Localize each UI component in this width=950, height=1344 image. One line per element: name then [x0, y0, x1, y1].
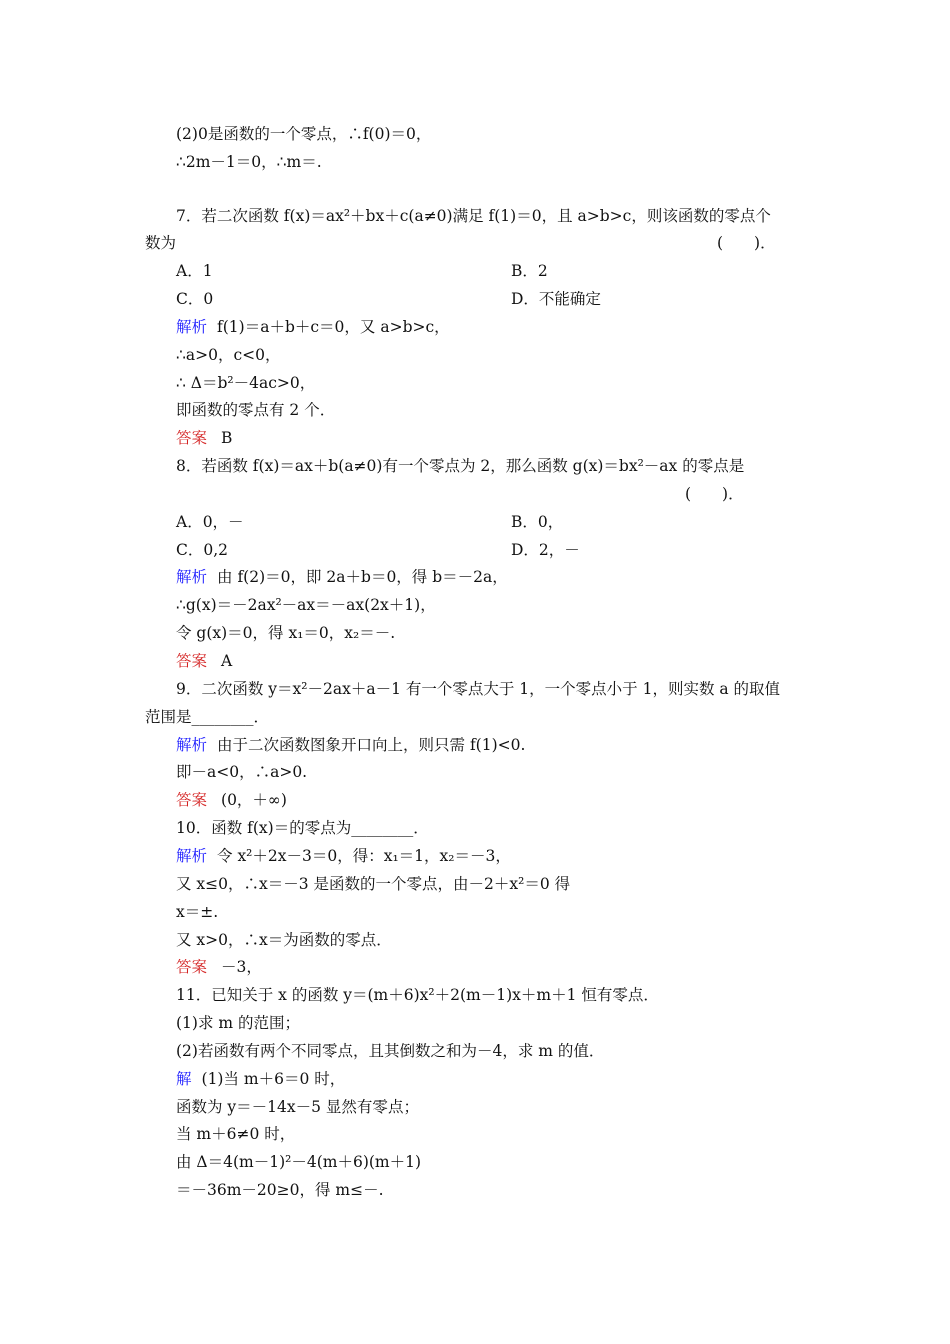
solution-label: 解析	[176, 847, 208, 865]
line-text: 由于二次函数图象开口向上，则只需 f(1)<0.	[217, 736, 526, 754]
line-text: 范围是________．	[145, 708, 270, 726]
answer-label: 答案	[176, 429, 208, 447]
line-text: 10．函数 f(x)＝的零点为________．	[176, 819, 429, 837]
line-text: 当 m＋6≠0 时，	[176, 1125, 296, 1143]
choice-option: D．2，－	[511, 541, 580, 559]
solution-line	[176, 735, 525, 755]
line-text: 又 x>0，∴x＝为函数的零点．	[176, 931, 392, 949]
line-text: 9．二次函数 y＝x²－2ax＋a－1 有一个零点大于 1，一个零点小于 1，则实数 a 的取值	[176, 680, 781, 698]
line-text: 由 f(2)＝0，即 2a＋b＝0，得 b＝－2a，	[217, 568, 508, 586]
line-text: (1)求 m 的范围；	[176, 1014, 301, 1032]
line-text: 即－a<0，∴a>0.	[176, 763, 308, 781]
solution-line	[176, 846, 511, 866]
choice-option: C．0	[176, 290, 214, 308]
line-text: 令 g(x)＝0，得 x₁＝0，x₂＝－.	[176, 624, 396, 642]
solution-label: 解	[176, 1070, 192, 1088]
line-text: A	[221, 652, 233, 670]
solution-line	[176, 317, 450, 337]
answer-blank-paren: ( )．	[685, 485, 744, 503]
answer-label: 答案	[176, 652, 208, 670]
line-text: 由 Δ＝4(m－1)²－4(m＋6)(m＋1)	[176, 1153, 422, 1171]
answer-label: 答案	[176, 958, 208, 976]
line-text: 又 x≤0，∴x＝－3 是函数的一个零点，由－2＋x²＝0 得	[176, 875, 571, 893]
choice-option: D．不能确定	[511, 290, 601, 308]
line-text: ∴g(x)＝－2ax²－ax＝－ax(2x＋1)，	[176, 596, 436, 614]
answer-line	[176, 651, 232, 671]
line-text: x＝±.	[176, 903, 219, 921]
line-text: ＝－36m－20≥0，得 m≤－.	[176, 1181, 384, 1199]
line-text: (2)0是函数的一个零点，∴f(0)＝0，	[176, 125, 432, 143]
line-text: 7．若二次函数 f(x)＝ax²＋bx＋c(a≠0)满足 f(1)＝0，且 a>b>c，则该函数的零点个	[176, 207, 771, 225]
line-text: 11．已知关于 x 的函数 y＝(m＋6)x²＋2(m－1)x＋m＋1 恒有零点．	[176, 986, 659, 1004]
line-text: 数为	[145, 234, 177, 252]
answer-line	[176, 957, 262, 977]
solution-line	[176, 567, 508, 587]
line-text: ∴a>0，c<0，	[176, 346, 281, 364]
line-text: B	[221, 429, 233, 447]
choice-option: B．2	[511, 262, 548, 280]
line-text: －3，	[221, 958, 262, 976]
line-text: 令 x²＋2x－3＝0，得：x₁＝1，x₂＝－3，	[217, 847, 511, 865]
choice-option: C．0,2	[176, 541, 229, 559]
solution-label: 解析	[176, 568, 208, 586]
answer-label: 答案	[176, 791, 208, 809]
answer-blank-paren: ( )．	[717, 234, 776, 252]
answer-line	[176, 428, 232, 448]
line-text: ∴ Δ＝b²－4ac>0，	[176, 374, 316, 392]
line-text: (2)若函数有两个不同零点，且其倒数之和为－4，求 m 的值．	[176, 1042, 605, 1060]
solution-line	[176, 1069, 345, 1089]
line-text: ∴2m－1＝0，∴m＝.	[176, 153, 322, 171]
line-text: (0，＋∞)	[221, 791, 287, 809]
line-text: 函数为 y＝－14x－5 显然有零点；	[176, 1098, 419, 1116]
choice-option: B．0，	[511, 513, 564, 531]
line-text: f(1)＝a＋b＋c＝0，又 a>b>c，	[217, 318, 450, 336]
line-text: 8．若函数 f(x)＝ax＋b(a≠0)有一个零点为 2，那么函数 g(x)＝bx²－ax 的零点是	[176, 457, 745, 475]
line-text: 即函数的零点有 2 个．	[176, 401, 336, 419]
solution-label: 解析	[176, 318, 208, 336]
choice-option: A．0，－	[176, 513, 244, 531]
solution-label: 解析	[176, 736, 208, 754]
line-text: (1)当 m＋6＝0 时，	[201, 1070, 346, 1088]
answer-line	[176, 790, 287, 810]
choice-option: A．1	[176, 262, 213, 280]
